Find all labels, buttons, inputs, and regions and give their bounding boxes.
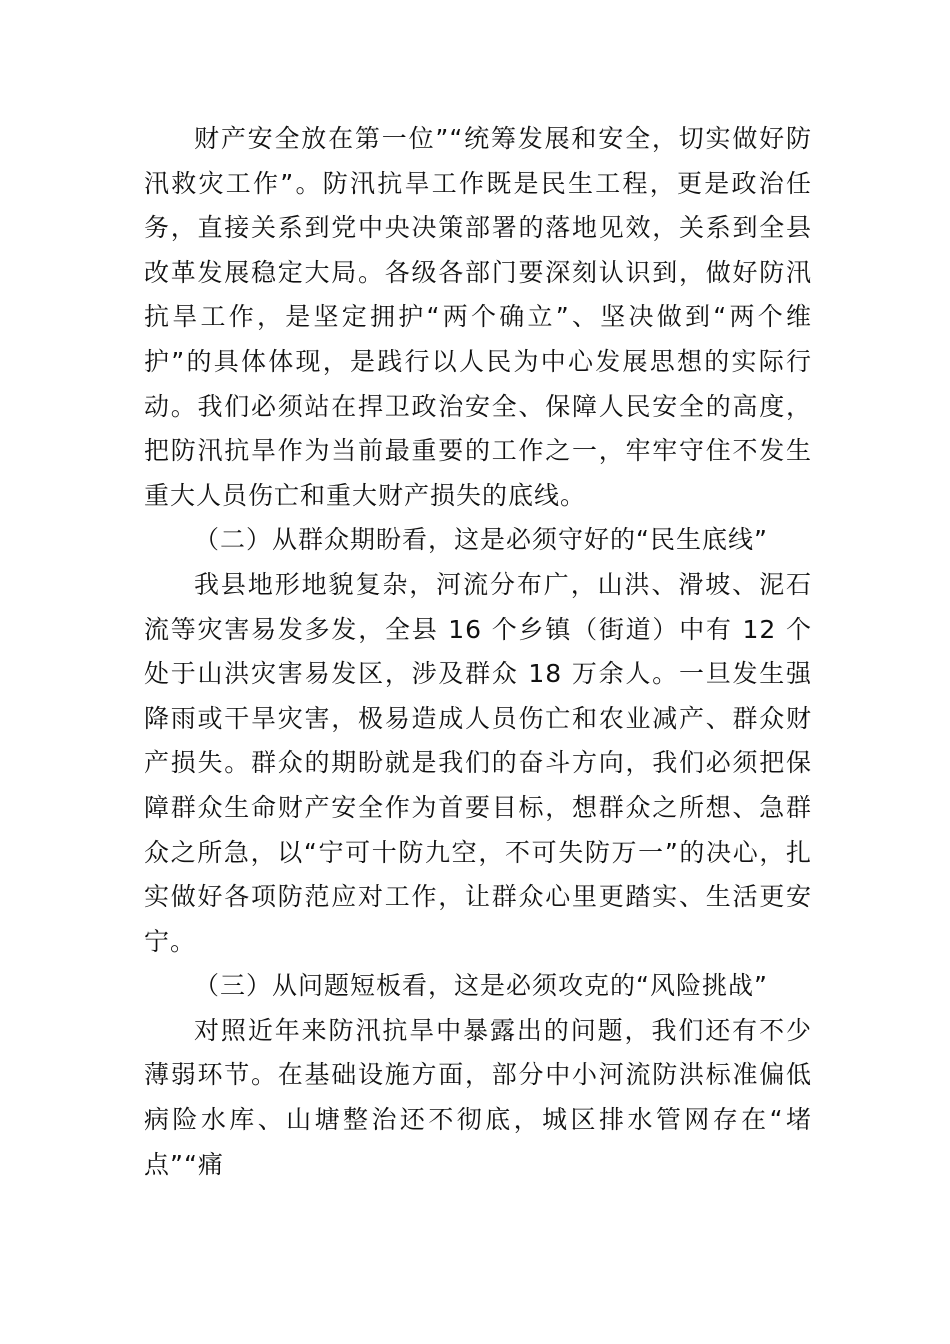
document-body (144, 117, 812, 1187)
paragraph-political-task: 财产安全放在第一位”“统筹发展和安全，切实做好防汛救灾工作”。防汛抗旱工作既是民生工程，更是政治任务，直接关系到党中央决策部署的落地见效，关系到全县改革发展稳定大局。各级各部门要深刻认识到，做好防汛抗旱工作，是坚定拥护“两个确立”、坚决做到“两个维护”的具体体现，是践行以人民为中心发展思想的实际行动。我们必须站在捍卫政治安全、保障人民安全的高度，把防汛抗旱作为当前最重要的工作之一，牢牢守住不发生重大人员伤亡和重大财产损失的底线。 (144, 124, 812, 510)
paragraph-public-expectations: 我县地形地貌复杂，河流分布广，山洪、滑坡、泥石流等灾害易发多发，全县 16 个乡镇（街道）中有 12 个处于山洪灾害易发区，涉及群众 18 万余人。一旦发生强降雨或干旱灾害，极易造成人员伤亡和农业减产、群众财产损失。群众的期盼就是我们的奋斗方向，我们必须把保障群众生命财产安全作为首要目标，想群众之所想、急群众之所急，以“宁可十防九空，不可失防万一”的决心，扎实做好各项防范应对工作，让群众心里更踏实、生活更安宁。 (144, 569, 812, 956)
heading-section-three: （三）从问题短板看，这是必须攻克的“风险挑战” (194, 971, 768, 1001)
paragraph-weak-links: 对照近年来防汛抗旱中暴露出的问题，我们还有不少薄弱环节。在基础设施方面，部分中小河流防洪标准偏低病险水库、山塘整治还不彻底，城区排水管网存在“堵点”“痛 (144, 1015, 812, 1179)
heading-section-two: （二）从群众期盼看，这是必须守好的“民生底线” (194, 525, 768, 555)
